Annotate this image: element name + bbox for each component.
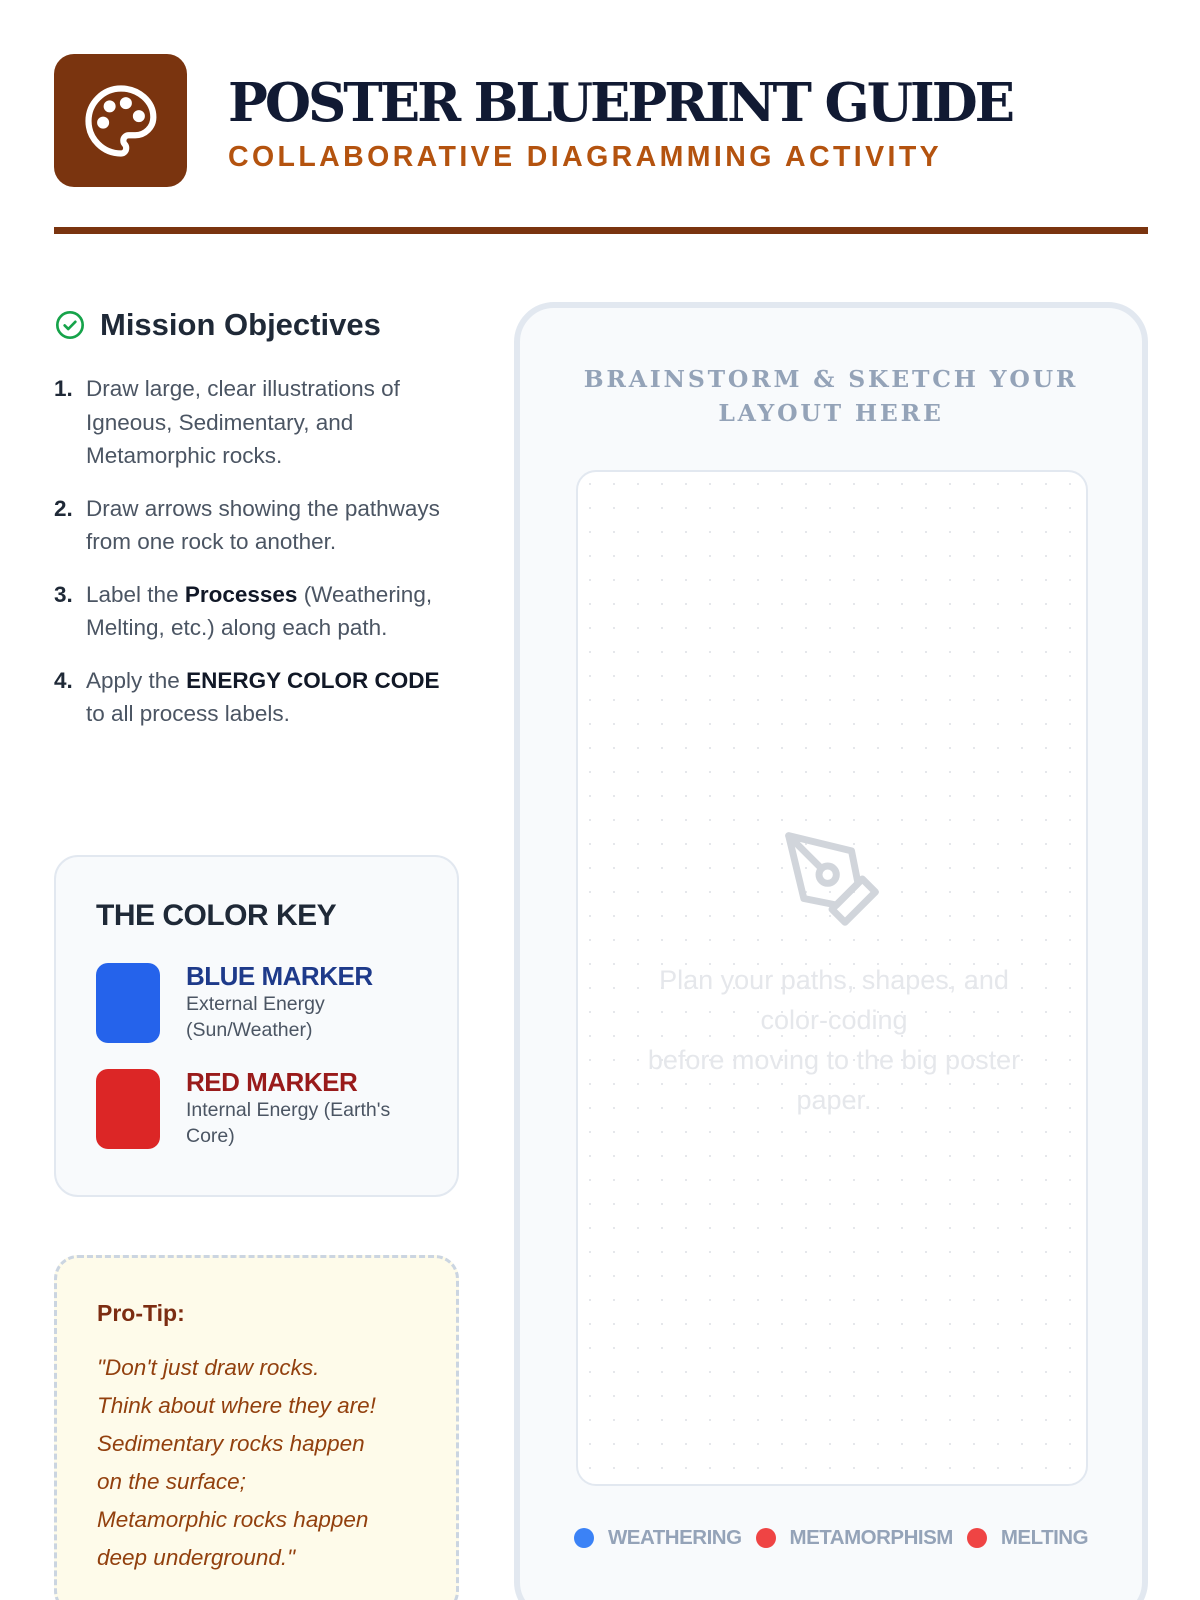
page-header <box>54 54 1148 188</box>
check-circle-icon <box>54 309 86 341</box>
list-item <box>54 492 459 559</box>
key-item-desc: External Energy (Sun/Weather) <box>186 993 325 1041</box>
legend-dot <box>756 1528 776 1548</box>
legend-dot <box>967 1528 987 1548</box>
header-divider <box>54 227 1148 234</box>
red-swatch <box>96 1069 160 1149</box>
step-number: 4. <box>54 667 73 693</box>
page-title: POSTER BLUEPRINT GUIDE <box>228 72 1013 134</box>
pro-tip-card <box>54 1255 459 1600</box>
objectives-list <box>54 372 459 731</box>
legend-item-weathering: WEATHERING <box>574 1526 742 1550</box>
legend-item-melting: MELTING <box>967 1526 1088 1550</box>
step-text: Draw large, clear illustrations of Igneous, Sedimentary, and Metamorphic rocks. <box>86 376 400 468</box>
process-legend <box>520 1526 1142 1550</box>
step-emphasis: Processes <box>184 581 298 607</box>
key-item-desc: Internal Energy (Earth's Core) <box>186 1099 391 1147</box>
logo <box>54 54 187 187</box>
legend-dot <box>574 1528 594 1548</box>
list-item <box>54 372 459 473</box>
sketch-panel <box>514 302 1148 1600</box>
step-text: Label the Processes (Weathering, Melting, etc.) along each path. <box>86 581 433 640</box>
objectives-heading <box>54 300 459 350</box>
pro-tip-label: Pro-Tip: <box>97 1300 185 1326</box>
sketch-heading: BRAINSTORM & SKETCH YOUR LAYOUT HERE <box>583 365 1079 427</box>
sketch-placeholder: Plan your paths, shapes, and color-coding before moving to the big poster paper. <box>647 965 1021 1115</box>
palette-icon <box>82 82 160 160</box>
page-subtitle: COLLABORATIVE DIAGRAMMING ACTIVITY <box>228 141 943 173</box>
key-item-title: BLUE MARKER <box>186 961 373 991</box>
step-number: 1. <box>54 376 73 401</box>
legend-item-metamorphism: METAMORPHISM <box>756 1526 953 1550</box>
pen-nib-icon <box>780 827 884 931</box>
sketch-pad[interactable] <box>576 470 1088 1486</box>
step-emphasis: ENERGY COLOR CODE <box>186 667 440 693</box>
step-number: 2. <box>54 495 73 521</box>
step-text: Draw arrows showing the pathways from one rock to another. <box>86 495 440 554</box>
color-key-title: THE COLOR KEY <box>96 899 337 932</box>
left-column <box>54 300 459 1570</box>
color-key-item-blue <box>96 961 417 1043</box>
pro-tip-quote: "Don't just draw rocks. Think about where they are! Sedimentary rocks happen on the surface; Metamorphic rocks happen deep underground." <box>97 1355 376 1570</box>
step-number: 3. <box>54 581 73 607</box>
color-key-card <box>54 855 459 1197</box>
objectives-title: Mission Objectives <box>100 307 381 342</box>
step-text: Apply the ENERGY COLOR CODE to all process labels. <box>86 667 440 726</box>
list-item <box>54 664 459 731</box>
key-item-title: RED MARKER <box>186 1067 358 1097</box>
blue-swatch <box>96 963 160 1043</box>
list-item <box>54 578 459 645</box>
color-key-item-red <box>96 1067 417 1149</box>
